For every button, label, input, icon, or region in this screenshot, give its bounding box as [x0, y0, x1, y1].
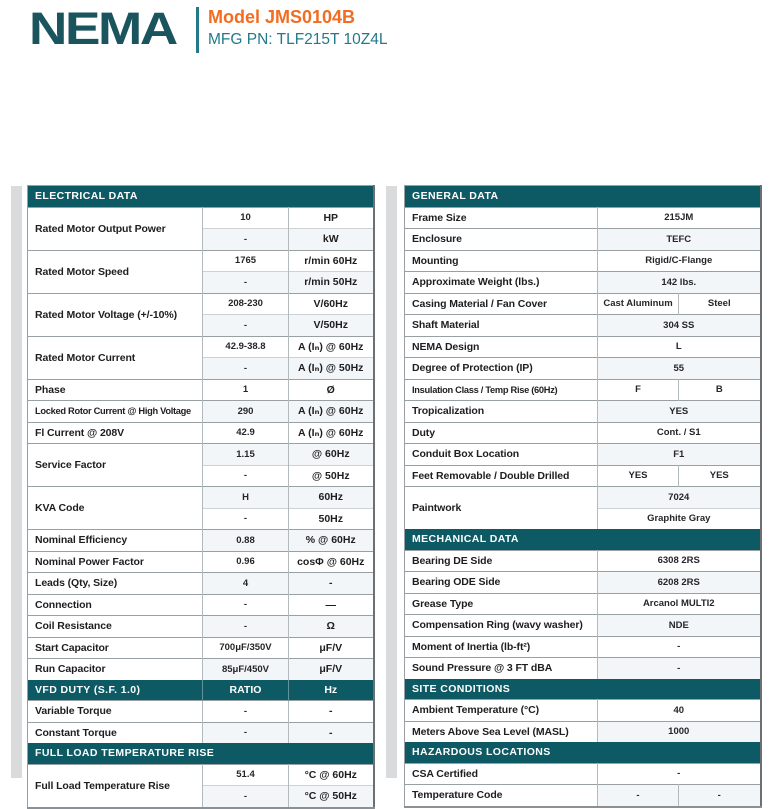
row-unit: - [289, 701, 374, 723]
table-row [405, 550, 761, 572]
row-value: 208-230 [203, 293, 289, 315]
row-value: - [203, 786, 289, 808]
row-unit: V/60Hz [289, 293, 374, 315]
row-value: 142 lbs. [598, 272, 761, 294]
table-row [405, 379, 761, 401]
row-unit: A (Iₙ) @ 60Hz [289, 336, 374, 358]
row-label: Casing Material / Fan Cover [405, 293, 598, 315]
row-label: Approximate Weight (lbs.) [405, 272, 598, 294]
table-row [405, 401, 761, 423]
row-value: 0.96 [203, 551, 289, 573]
row-label: Shaft Material [405, 315, 598, 337]
row-value: 0.88 [203, 530, 289, 552]
table-row [405, 593, 761, 615]
row-unit: 50Hz [289, 508, 374, 530]
row-label: NEMA Design [405, 336, 598, 358]
table-row [405, 186, 761, 208]
table-row [405, 742, 761, 763]
table-row [405, 763, 761, 785]
row-value: 1 [203, 379, 289, 401]
table-row [28, 616, 374, 638]
row-value: 304 SS [598, 315, 761, 337]
row-label: Nominal Efficiency [28, 530, 203, 552]
row-unit: @ 60Hz [289, 444, 374, 466]
row-label: Rated Motor Current [28, 336, 203, 379]
row-label: CSA Certified [405, 763, 598, 785]
row-value: Cast Aluminum [598, 293, 679, 315]
table-row [28, 573, 374, 595]
row-value: - [203, 594, 289, 616]
row-unit: μF/V [289, 659, 374, 680]
row-value: 85μF/450V [203, 659, 289, 680]
row-value: 42.9-38.8 [203, 336, 289, 358]
row-unit: Ø [289, 379, 374, 401]
row-label: Moment of Inertia (lb-ft²) [405, 636, 598, 658]
row-unit: % @ 60Hz [289, 530, 374, 552]
row-unit: μF/V [289, 637, 374, 659]
table-row [28, 186, 374, 208]
row-value: 7024 [598, 487, 761, 509]
table-row [405, 487, 761, 509]
table-row [28, 401, 374, 423]
row-value: 1.15 [203, 444, 289, 466]
row-value: YES [598, 465, 679, 487]
row-value: H [203, 487, 289, 509]
row-label: Paintwork [405, 487, 598, 530]
section-header: HAZARDOUS LOCATIONS [405, 742, 761, 763]
row-value: - [598, 636, 761, 658]
row-label: Variable Torque [28, 701, 203, 723]
table-row [28, 487, 374, 509]
row-unit: r/min 60Hz [289, 250, 374, 272]
row-value: 215JM [598, 207, 761, 229]
row-value: 42.9 [203, 422, 289, 444]
model-title: Model JMS0104B [208, 7, 356, 27]
row-label: Fl Current @ 208V [28, 422, 203, 444]
section-header: SITE CONDITIONS [405, 679, 761, 700]
row-unit: - [289, 573, 374, 595]
row-label: Ambient Temperature (°C) [405, 700, 598, 722]
row-unit: HP [289, 207, 374, 229]
row-value: F [598, 379, 679, 401]
row-value: - [203, 272, 289, 294]
table-row [405, 422, 761, 444]
row-value: 51.4 [203, 764, 289, 786]
row-label: Tropicalization [405, 401, 598, 423]
header-divider [196, 7, 199, 53]
table-row [28, 594, 374, 616]
row-label: Degree of Protection (IP) [405, 358, 598, 380]
table-row [28, 659, 374, 680]
row-label: Full Load Temperature Rise [28, 764, 203, 808]
table-row [405, 272, 761, 294]
section-header-column: RATIO [203, 680, 289, 701]
table-row [28, 422, 374, 444]
row-unit: cosΦ @ 60Hz [289, 551, 374, 573]
row-unit: — [289, 594, 374, 616]
row-unit: °C @ 60Hz [289, 764, 374, 786]
row-label: Mounting [405, 250, 598, 272]
nema-logo: NEMA [29, 3, 176, 54]
table-row [28, 551, 374, 573]
row-unit: - [289, 722, 374, 743]
row-value: TEFC [598, 229, 761, 251]
row-value: - [679, 785, 761, 807]
table-row [405, 636, 761, 658]
section-header: FULL LOAD TEMPERATURE RISE [28, 743, 374, 764]
row-value: - [203, 465, 289, 487]
row-value: 4 [203, 573, 289, 595]
row-unit: Ω [289, 616, 374, 638]
row-label: Locked Rotor Current @ High Voltage [28, 401, 203, 423]
row-label: KVA Code [28, 487, 203, 530]
row-value: 1000 [598, 721, 761, 742]
page-edge-bar-left [11, 186, 22, 778]
row-label: Constant Torque [28, 722, 203, 743]
row-value: 6308 2RS [598, 550, 761, 572]
row-label: Service Factor [28, 444, 203, 487]
row-value: - [203, 358, 289, 380]
row-label: Meters Above Sea Level (MASL) [405, 721, 598, 742]
table-row [28, 701, 374, 723]
table-row [28, 680, 374, 701]
general-data-table [404, 185, 762, 808]
electrical-table-body [28, 186, 374, 808]
row-value: YES [598, 401, 761, 423]
row-unit: A (Iₙ) @ 60Hz [289, 422, 374, 444]
table-row [405, 444, 761, 466]
table-row [405, 336, 761, 358]
row-label: Temperature Code [405, 785, 598, 807]
row-label: Rated Motor Voltage (+/-10%) [28, 293, 203, 336]
row-value: - [203, 508, 289, 530]
row-value: Arcanol MULTI2 [598, 593, 761, 615]
table-row [405, 293, 761, 315]
table-row [405, 358, 761, 380]
row-label: Sound Pressure @ 3 FT dBA [405, 658, 598, 679]
section-header: VFD DUTY (S.F. 1.0) [28, 680, 203, 701]
table-row [28, 379, 374, 401]
row-value: 40 [598, 700, 761, 722]
row-value: 290 [203, 401, 289, 423]
row-value: 1765 [203, 250, 289, 272]
row-label: Bearing ODE Side [405, 572, 598, 594]
row-unit: A (Iₙ) @ 50Hz [289, 358, 374, 380]
row-unit: kW [289, 229, 374, 251]
row-label: Grease Type [405, 593, 598, 615]
section-header: GENERAL DATA [405, 186, 761, 208]
electrical-data-table [27, 185, 375, 809]
table-row [405, 785, 761, 807]
row-label: Bearing DE Side [405, 550, 598, 572]
row-value: B [679, 379, 761, 401]
row-value: - [203, 722, 289, 743]
table-row [28, 530, 374, 552]
row-value: - [598, 658, 761, 679]
table-row [28, 293, 374, 315]
row-label: Coil Resistance [28, 616, 203, 638]
row-value: - [203, 701, 289, 723]
table-row [405, 315, 761, 337]
row-value: NDE [598, 615, 761, 637]
row-label: Enclosure [405, 229, 598, 251]
row-label: Rated Motor Speed [28, 250, 203, 293]
section-header: MECHANICAL DATA [405, 529, 761, 550]
row-value: L [598, 336, 761, 358]
row-value: Steel [679, 293, 761, 315]
table-row [405, 679, 761, 700]
row-label: Connection [28, 594, 203, 616]
table-row [28, 336, 374, 358]
table-row [405, 615, 761, 637]
row-value: 6208 2RS [598, 572, 761, 594]
row-label: Rated Motor Output Power [28, 207, 203, 250]
row-value: - [203, 229, 289, 251]
row-value: 55 [598, 358, 761, 380]
row-value: Cont. / S1 [598, 422, 761, 444]
row-value: - [598, 785, 679, 807]
row-label: Phase [28, 379, 203, 401]
row-label: Conduit Box Location [405, 444, 598, 466]
table-row [28, 250, 374, 272]
page-edge-bar-middle [386, 186, 397, 778]
row-label: Nominal Power Factor [28, 551, 203, 573]
row-label: Duty [405, 422, 598, 444]
row-unit: r/min 50Hz [289, 272, 374, 294]
row-value: 700μF/350V [203, 637, 289, 659]
row-unit: A (Iₙ) @ 60Hz [289, 401, 374, 423]
row-label: Run Capacitor [28, 659, 203, 680]
table-row [405, 529, 761, 550]
row-value: - [203, 315, 289, 337]
row-value: - [598, 763, 761, 785]
table-row [28, 743, 374, 764]
row-value: Rigid/C-Flange [598, 250, 761, 272]
row-value: F1 [598, 444, 761, 466]
row-label: Compensation Ring (wavy washer) [405, 615, 598, 637]
table-row [405, 229, 761, 251]
row-label: Frame Size [405, 207, 598, 229]
table-row [405, 658, 761, 679]
table-row [28, 764, 374, 786]
section-header-column: Hz [289, 680, 374, 701]
table-row [405, 250, 761, 272]
row-value: - [203, 616, 289, 638]
table-row [405, 572, 761, 594]
row-unit: °C @ 50Hz [289, 786, 374, 808]
table-row [405, 207, 761, 229]
row-value: Graphite Gray [598, 508, 761, 529]
mfg-part-number: MFG PN: TLF215T 10Z4L [208, 31, 388, 48]
row-value: YES [679, 465, 761, 487]
row-unit: V/50Hz [289, 315, 374, 337]
row-label: Start Capacitor [28, 637, 203, 659]
table-row [28, 637, 374, 659]
row-unit: 60Hz [289, 487, 374, 509]
general-table-body [405, 186, 761, 807]
table-row [405, 465, 761, 487]
table-row [28, 722, 374, 743]
row-label: Leads (Qty, Size) [28, 573, 203, 595]
section-header: ELECTRICAL DATA [28, 186, 374, 208]
table-row [405, 721, 761, 742]
row-value: 10 [203, 207, 289, 229]
row-unit: @ 50Hz [289, 465, 374, 487]
row-label: Feet Removable / Double Drilled [405, 465, 598, 487]
table-row [405, 700, 761, 722]
table-row [28, 444, 374, 466]
row-label: Insulation Class / Temp Rise (60Hz) [405, 379, 598, 401]
table-row [28, 207, 374, 229]
